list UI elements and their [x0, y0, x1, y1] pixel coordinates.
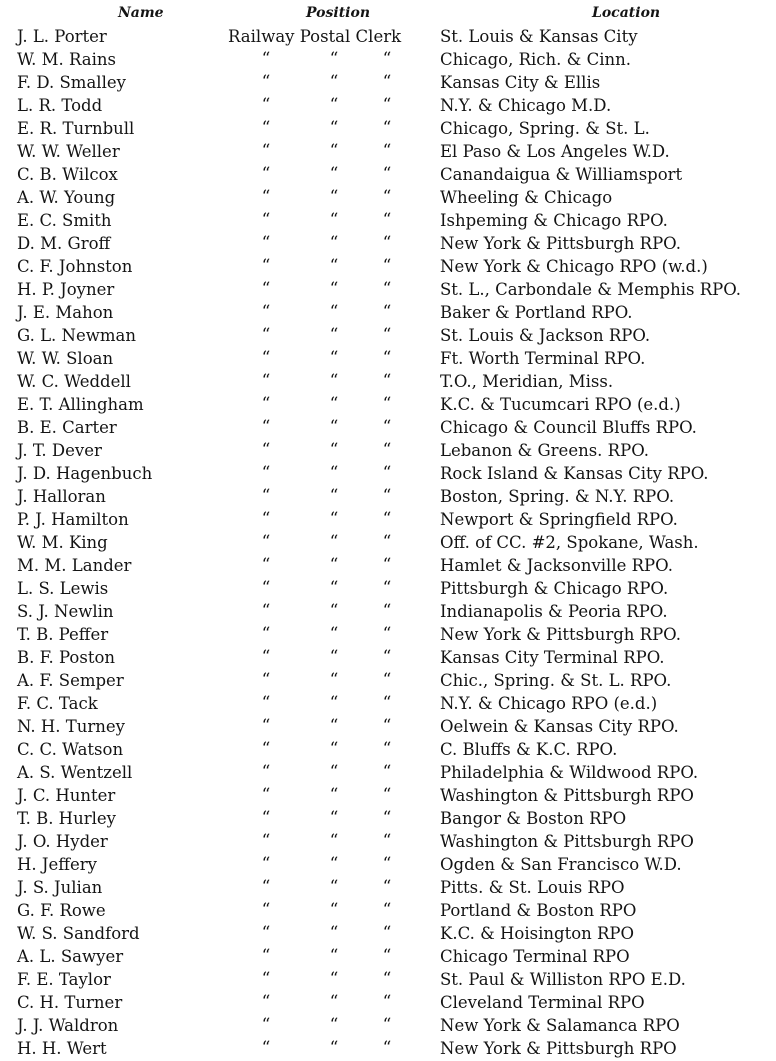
employee-name: J. D. Hagenbuch: [17, 464, 153, 483]
ditto-mark: “: [261, 739, 271, 759]
ditto-mark: “: [382, 95, 392, 115]
roster-rows: [0, 25, 776, 1060]
table-row: [0, 278, 776, 301]
employee-location: Baker & Portland RPO.: [440, 303, 633, 322]
employee-name: T. B. Peffer: [17, 625, 109, 644]
employee-location: K.C. & Tucumcari RPO (e.d.): [440, 395, 681, 414]
employee-name: J. E. Mahon: [17, 303, 114, 322]
ditto-mark: “: [329, 1038, 339, 1058]
ditto-mark: “: [261, 164, 271, 184]
ditto-mark: “: [261, 808, 271, 828]
employee-location: Chicago Terminal RPO: [440, 947, 630, 966]
employee-name: F. C. Tack: [17, 694, 98, 713]
ditto-mark: “: [261, 532, 271, 552]
ditto-mark: “: [261, 923, 271, 943]
ditto-mark: “: [329, 256, 339, 276]
ditto-mark: “: [329, 762, 339, 782]
ditto-mark: “: [329, 624, 339, 644]
ditto-mark: “: [261, 371, 271, 391]
employee-location: New York & Chicago RPO (w.d.): [440, 257, 708, 276]
employee-name: N. H. Turney: [17, 717, 125, 736]
table-row: [0, 807, 776, 830]
employee-name: W. M. King: [17, 533, 108, 552]
employee-location: Chicago, Rich. & Cinn.: [440, 50, 631, 69]
ditto-mark: “: [261, 256, 271, 276]
ditto-mark: “: [382, 210, 392, 230]
employee-name: W. S. Sandford: [17, 924, 140, 943]
ditto-mark: “: [261, 348, 271, 368]
ditto-mark: “: [329, 371, 339, 391]
table-row: [0, 462, 776, 485]
employee-location: New York & Pittsburgh RPO.: [440, 234, 681, 253]
ditto-mark: “: [261, 509, 271, 529]
table-row: [0, 1037, 776, 1060]
employee-location: K.C. & Hoisington RPO: [440, 924, 635, 943]
employee-location: St. Paul & Williston RPO E.D.: [440, 970, 686, 989]
employee-location: Newport & Springfield RPO.: [440, 510, 678, 529]
employee-location: Indianapolis & Peoria RPO.: [440, 602, 668, 621]
table-row: [0, 922, 776, 945]
employee-name: J. L. Porter: [17, 27, 107, 46]
employee-name: J. Halloran: [17, 487, 106, 506]
ditto-mark: “: [382, 992, 392, 1012]
employee-name: H. Jeffery: [17, 855, 97, 874]
ditto-mark: “: [329, 348, 339, 368]
column-header-location: Location: [592, 5, 661, 21]
employee-name: F. D. Smalley: [17, 73, 126, 92]
table-row: [0, 370, 776, 393]
ditto-mark: “: [382, 739, 392, 759]
table-row: [0, 485, 776, 508]
employee-location: Canandaigua & Williamsport: [440, 165, 683, 184]
ditto-mark: “: [382, 762, 392, 782]
table-row: [0, 508, 776, 531]
employee-name: A. F. Semper: [17, 671, 124, 690]
ditto-mark: “: [261, 831, 271, 851]
table-row: [0, 71, 776, 94]
employee-name: J. C. Hunter: [17, 786, 116, 805]
ditto-mark: “: [382, 417, 392, 437]
employee-location: Ogden & San Francisco W.D.: [440, 855, 682, 874]
ditto-mark: “: [261, 233, 271, 253]
employee-name: S. J. Newlin: [17, 602, 114, 621]
ditto-mark: “: [382, 946, 392, 966]
employee-name: B. E. Carter: [17, 418, 117, 437]
ditto-mark: “: [329, 532, 339, 552]
ditto-mark: “: [329, 785, 339, 805]
table-row: [0, 554, 776, 577]
ditto-mark: “: [261, 118, 271, 138]
ditto-mark: “: [261, 302, 271, 322]
ditto-mark: “: [382, 394, 392, 414]
employee-name: W. W. Weller: [17, 142, 120, 161]
employee-name: J. T. Dever: [17, 441, 102, 460]
ditto-mark: “: [382, 716, 392, 736]
ditto-mark: “: [329, 325, 339, 345]
ditto-mark: “: [382, 785, 392, 805]
ditto-mark: “: [261, 463, 271, 483]
table-row: [0, 301, 776, 324]
ditto-mark: “: [261, 693, 271, 713]
ditto-mark: “: [329, 417, 339, 437]
ditto-mark: “: [261, 670, 271, 690]
table-row: [0, 324, 776, 347]
ditto-mark: “: [329, 279, 339, 299]
employee-name: A. L. Sawyer: [17, 947, 124, 966]
ditto-mark: “: [261, 900, 271, 920]
ditto-mark: “: [329, 141, 339, 161]
ditto-mark: “: [329, 302, 339, 322]
employee-name: E. T. Allingham: [17, 395, 144, 414]
ditto-mark: “: [382, 279, 392, 299]
ditto-mark: “: [382, 463, 392, 483]
table-row: [0, 669, 776, 692]
table-row: [0, 600, 776, 623]
ditto-mark: “: [329, 187, 339, 207]
ditto-mark: “: [329, 831, 339, 851]
ditto-mark: “: [261, 486, 271, 506]
ditto-mark: “: [382, 923, 392, 943]
employee-location: Chicago, Spring. & St. L.: [440, 119, 650, 138]
ditto-mark: “: [329, 72, 339, 92]
employee-location: New York & Salamanca RPO: [440, 1016, 680, 1035]
ditto-mark: “: [329, 877, 339, 897]
employee-location: Cleveland Terminal RPO: [440, 993, 645, 1012]
ditto-mark: “: [382, 601, 392, 621]
ditto-mark: “: [261, 325, 271, 345]
ditto-mark: “: [261, 555, 271, 575]
employee-name: G. L. Newman: [17, 326, 136, 345]
table-row: [0, 577, 776, 600]
ditto-mark: “: [261, 854, 271, 874]
table-row: [0, 968, 776, 991]
employee-location: Washington & Pittsburgh RPO: [440, 786, 694, 805]
ditto-mark: “: [329, 808, 339, 828]
ditto-mark: “: [382, 141, 392, 161]
ditto-mark: “: [382, 969, 392, 989]
employee-location: Kansas City & Ellis: [440, 73, 601, 92]
ditto-mark: “: [329, 118, 339, 138]
ditto-mark: “: [382, 854, 392, 874]
employee-location: New York & Pittsburgh RPO.: [440, 625, 681, 644]
ditto-mark: “: [329, 394, 339, 414]
employee-name: G. F. Rowe: [17, 901, 106, 920]
employee-location: N.Y. & Chicago M.D.: [440, 96, 612, 115]
ditto-mark: “: [261, 49, 271, 69]
table-row: [0, 692, 776, 715]
ditto-mark: “: [329, 49, 339, 69]
ditto-mark: “: [261, 72, 271, 92]
table-row: [0, 94, 776, 117]
employee-location: Pitts. & St. Louis RPO: [440, 878, 625, 897]
ditto-mark: “: [329, 670, 339, 690]
table-row: [0, 255, 776, 278]
ditto-mark: “: [329, 647, 339, 667]
employee-location: N.Y. & Chicago RPO (e.d.): [440, 694, 658, 713]
employee-name: L. S. Lewis: [17, 579, 109, 598]
employee-location: Washington & Pittsburgh RPO: [440, 832, 694, 851]
ditto-mark: “: [382, 118, 392, 138]
ditto-mark: “: [329, 900, 339, 920]
table-row: [0, 393, 776, 416]
employee-name: F. E. Taylor: [17, 970, 111, 989]
ditto-mark: “: [261, 210, 271, 230]
table-row: [0, 1014, 776, 1037]
employee-position: Railway Postal Clerk: [228, 27, 402, 46]
employee-location: Chic., Spring. & St. L. RPO.: [440, 671, 672, 690]
employee-name: M. M. Lander: [17, 556, 132, 575]
ditto-mark: “: [261, 417, 271, 437]
ditto-mark: “: [329, 210, 339, 230]
ditto-mark: “: [329, 739, 339, 759]
employee-location: Chicago & Council Bluffs RPO.: [440, 418, 697, 437]
employee-name: C. B. Wilcox: [17, 165, 118, 184]
ditto-mark: “: [329, 693, 339, 713]
ditto-mark: “: [329, 164, 339, 184]
ditto-mark: “: [329, 1015, 339, 1035]
employee-name: W. M. Rains: [17, 50, 116, 69]
employee-location: Pittsburgh & Chicago RPO.: [440, 579, 669, 598]
ditto-mark: “: [329, 992, 339, 1012]
employee-name: E. R. Turnbull: [17, 119, 135, 138]
table-row: [0, 715, 776, 738]
employee-name: D. M. Groff: [17, 234, 111, 253]
employee-location: Hamlet & Jacksonville RPO.: [440, 556, 673, 575]
employee-location: St. Louis & Kansas City: [440, 27, 638, 46]
column-header-name: Name: [118, 5, 164, 21]
ditto-mark: “: [382, 486, 392, 506]
ditto-mark: “: [261, 624, 271, 644]
table-row: [0, 439, 776, 462]
ditto-mark: “: [382, 877, 392, 897]
employee-location: Ft. Worth Terminal RPO.: [440, 349, 646, 368]
ditto-mark: “: [261, 1038, 271, 1058]
employee-location: Bangor & Boston RPO: [440, 809, 627, 828]
table-row: [0, 186, 776, 209]
employee-name: J. S. Julian: [17, 878, 103, 897]
ditto-mark: “: [261, 95, 271, 115]
ditto-mark: “: [329, 463, 339, 483]
employee-name: C. C. Watson: [17, 740, 124, 759]
ditto-mark: “: [382, 440, 392, 460]
ditto-mark: “: [261, 877, 271, 897]
ditto-mark: “: [329, 486, 339, 506]
table-row: [0, 646, 776, 669]
employee-location: T.O., Meridian, Miss.: [440, 372, 614, 391]
ditto-mark: “: [329, 555, 339, 575]
employee-name: J. J. Waldron: [17, 1016, 119, 1035]
table-row: [0, 761, 776, 784]
ditto-mark: “: [261, 1015, 271, 1035]
employee-location: Oelwein & Kansas City RPO.: [440, 717, 679, 736]
ditto-mark: “: [382, 256, 392, 276]
table-row: [0, 416, 776, 439]
ditto-mark: “: [382, 187, 392, 207]
table-row: [0, 899, 776, 922]
ditto-mark: “: [261, 440, 271, 460]
employee-location: Rock Island & Kansas City RPO.: [440, 464, 709, 483]
table-row: [0, 347, 776, 370]
ditto-mark: “: [382, 555, 392, 575]
table-row: [0, 232, 776, 255]
ditto-mark: “: [261, 762, 271, 782]
ditto-mark: “: [382, 233, 392, 253]
table-row: [0, 853, 776, 876]
ditto-mark: “: [329, 969, 339, 989]
table-row: [0, 738, 776, 761]
ditto-mark: “: [261, 394, 271, 414]
ditto-mark: “: [382, 509, 392, 529]
employee-location: Kansas City Terminal RPO.: [440, 648, 665, 667]
ditto-mark: “: [329, 578, 339, 598]
table-row: [0, 25, 776, 48]
employee-name: T. B. Hurley: [17, 809, 116, 828]
ditto-mark: “: [261, 578, 271, 598]
employee-name: E. C. Smith: [17, 211, 112, 230]
ditto-mark: “: [329, 95, 339, 115]
employee-location: Lebanon & Greens. RPO.: [440, 441, 649, 460]
ditto-mark: “: [382, 670, 392, 690]
employee-location: El Paso & Los Angeles W.D.: [440, 142, 670, 161]
ditto-mark: “: [382, 371, 392, 391]
ditto-mark: “: [382, 49, 392, 69]
employee-location: Portland & Boston RPO: [440, 901, 637, 920]
ditto-mark: “: [329, 509, 339, 529]
employee-name: B. F. Poston: [17, 648, 116, 667]
ditto-mark: “: [382, 647, 392, 667]
ditto-mark: “: [261, 279, 271, 299]
table-row: [0, 623, 776, 646]
table-row: [0, 991, 776, 1014]
employee-location: St. Louis & Jackson RPO.: [440, 326, 651, 345]
ditto-mark: “: [329, 716, 339, 736]
ditto-mark: “: [261, 969, 271, 989]
ditto-mark: “: [261, 647, 271, 667]
ditto-mark: “: [382, 578, 392, 598]
employee-location: Philadelphia & Wildwood RPO.: [440, 763, 699, 782]
employee-name: P. J. Hamilton: [17, 510, 129, 529]
ditto-mark: “: [382, 831, 392, 851]
employee-location: New York & Pittsburgh RPO: [440, 1039, 677, 1058]
table-row: [0, 945, 776, 968]
employee-name: C. H. Turner: [17, 993, 123, 1012]
table-row: [0, 117, 776, 140]
ditto-mark: “: [261, 785, 271, 805]
ditto-mark: “: [382, 325, 392, 345]
ditto-mark: “: [382, 302, 392, 322]
employee-name: C. F. Johnston: [17, 257, 133, 276]
employee-name: H. H. Wert: [17, 1039, 107, 1058]
table-row: [0, 784, 776, 807]
ditto-mark: “: [261, 946, 271, 966]
ditto-mark: “: [382, 900, 392, 920]
table-row: [0, 531, 776, 554]
ditto-mark: “: [329, 923, 339, 943]
employee-name: J. O. Hyder: [17, 832, 108, 851]
ditto-mark: “: [382, 693, 392, 713]
table-row: [0, 830, 776, 853]
ditto-mark: “: [329, 946, 339, 966]
ditto-mark: “: [329, 440, 339, 460]
ditto-mark: “: [382, 164, 392, 184]
ditto-mark: “: [261, 141, 271, 161]
column-header-position: Position: [306, 5, 370, 21]
ditto-mark: “: [382, 624, 392, 644]
ditto-mark: “: [329, 233, 339, 253]
table-row: [0, 140, 776, 163]
ditto-mark: “: [329, 601, 339, 621]
ditto-mark: “: [382, 1038, 392, 1058]
employee-location: St. L., Carbondale & Memphis RPO.: [440, 280, 742, 299]
employee-name: W. W. Sloan: [17, 349, 114, 368]
employee-name: H. P. Joyner: [17, 280, 115, 299]
ditto-mark: “: [382, 808, 392, 828]
ditto-mark: “: [261, 992, 271, 1012]
table-row: [0, 209, 776, 232]
employee-location: Off. of CC. #2, Spokane, Wash.: [440, 533, 699, 552]
employee-name: A. W. Young: [17, 188, 116, 207]
table-row: [0, 876, 776, 899]
ditto-mark: “: [382, 348, 392, 368]
employee-location: C. Bluffs & K.C. RPO.: [440, 740, 618, 759]
ditto-mark: “: [329, 854, 339, 874]
employee-location: Boston, Spring. & N.Y. RPO.: [440, 487, 675, 506]
employee-name: A. S. Wentzell: [17, 763, 133, 782]
employee-location: Ishpeming & Chicago RPO.: [440, 211, 668, 230]
ditto-mark: “: [382, 532, 392, 552]
ditto-mark: “: [261, 601, 271, 621]
employee-name: L. R. Todd: [17, 96, 103, 115]
ditto-mark: “: [382, 72, 392, 92]
ditto-mark: “: [261, 187, 271, 207]
table-row: [0, 163, 776, 186]
employee-location: Wheeling & Chicago: [440, 188, 613, 207]
table-row: [0, 48, 776, 71]
ditto-mark: “: [261, 716, 271, 736]
employee-name: W. C. Weddell: [17, 372, 131, 391]
ditto-mark: “: [382, 1015, 392, 1035]
